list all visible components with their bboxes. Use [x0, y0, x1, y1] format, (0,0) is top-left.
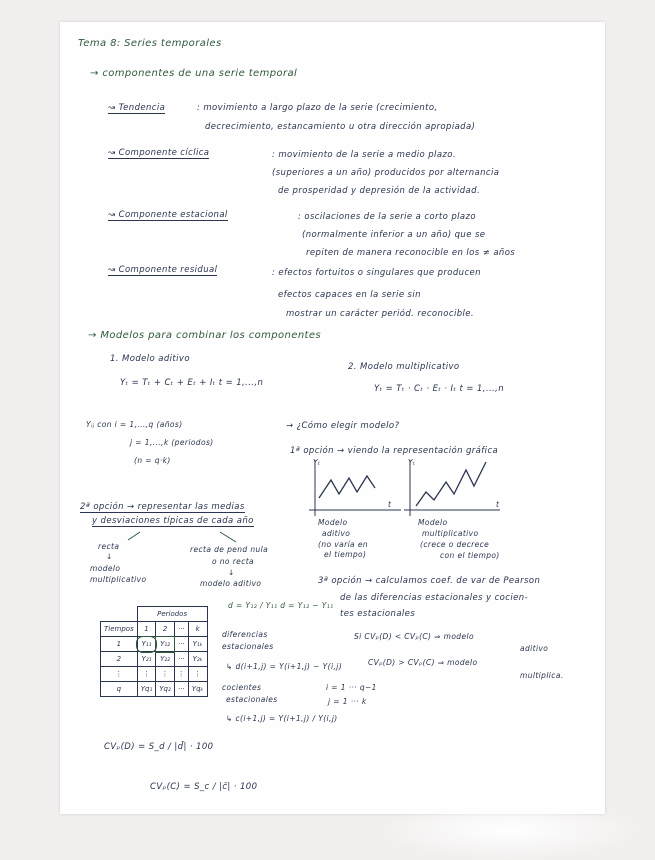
condicion-1-result: aditivo: [520, 644, 549, 653]
recta-pend-2: o no recta: [212, 557, 255, 566]
graph-multiplicativo-xlabel: t: [496, 500, 500, 509]
estacional-text-1: : oscilaciones de la serie a corto plazo: [298, 212, 476, 222]
diferencias-formula: ↳ d(i+1,j) = Y(i+1,j) − Y(i,j): [226, 662, 343, 671]
formula-aditivo: Yₜ = Tₜ + Cₜ + Eₜ + Iₜ t = 1,...,n: [120, 378, 264, 388]
table-row: [101, 682, 208, 697]
table-cell: ⋮: [101, 667, 138, 682]
table-cell-highlight: Y₁₁: [137, 637, 156, 652]
table-cell: Yq₂: [156, 682, 175, 697]
opcion-3-line-3: tes estacionales: [340, 609, 416, 619]
ciclica-label: [108, 148, 209, 158]
table-cell: ···: [174, 682, 188, 697]
table-cell: Yqₖ: [188, 682, 207, 697]
recta-pend-1: recta de pend nula: [190, 545, 269, 554]
table-col-header: 1: [137, 622, 156, 637]
opcion-2-line-1: [80, 502, 245, 512]
graph-aditivo-caption-3: (no varía en: [318, 540, 369, 549]
table-cell: 1: [101, 637, 138, 652]
opcion-2-line-1-text: 2ª opción → representar las medias: [80, 502, 245, 512]
arrow-right: [220, 532, 236, 542]
table-row: [101, 667, 208, 682]
graph-aditivo-ylabel: Yₜ: [313, 458, 321, 467]
condicion-2: CVₚ(D) > CVₚ(C) ⇒ modelo: [368, 658, 478, 667]
graph-aditivo-xlabel: t: [388, 500, 392, 509]
ciclica-text-1: : movimiento de la serie a medio plazo.: [272, 150, 456, 160]
heading-como-elegir: → ¿Cómo elegir modelo?: [286, 421, 400, 431]
modelo-aditivo-title: 1. Modelo aditivo: [110, 354, 190, 364]
graph-aditivo-series: [319, 476, 375, 498]
tendencia-text-1: : movimiento a largo plazo de la serie (crecimiento,: [197, 103, 438, 113]
residual-text-1: : efectos fortuitos o singulares que producen: [272, 268, 481, 278]
graph-multiplicativo-caption-1: Modelo: [418, 518, 448, 527]
table-cols-row: [101, 622, 208, 637]
table-row: [101, 652, 208, 667]
table-col-header: k: [188, 622, 207, 637]
yij-line-3: (n = q·k): [134, 456, 171, 465]
tendencia-label: [108, 103, 165, 113]
recta-modelo-2: multiplicativo: [90, 575, 147, 584]
graph-multiplicativo-caption-4: con el tiempo): [440, 551, 500, 560]
graph-multiplicativo-ylabel: Yₜ: [408, 458, 416, 467]
table-cell: q: [101, 682, 138, 697]
diferencias-label-2: estacionales: [222, 642, 274, 651]
table-cell: ⋮: [137, 667, 156, 682]
cv-c-formula: CVₚ(C) = S_c / |c̄| · 100: [150, 782, 258, 792]
residual-text-2: efectos capaces en la serie sin: [278, 290, 421, 300]
cocientes-label-1: cocientes: [222, 683, 262, 692]
cocientes-label-2: estacionales: [226, 695, 278, 704]
cocientes-formula: ↳ c(i+1,j) = Y(i+1,j) / Y(i,j): [226, 714, 338, 723]
table-cell: Y₂₁: [137, 652, 156, 667]
ciclica-text-3: de prosperidad y depresión de la actividad.: [278, 186, 481, 196]
recta-label: recta: [98, 542, 120, 551]
table-header-periodos: Periodos: [137, 607, 207, 622]
graph-multiplicativo-caption-3: (crece o decrece: [420, 540, 490, 549]
estacional-text-2: (normalmente inferior a un año) que se: [302, 230, 486, 240]
table-cell-highlight: Y₁₂: [156, 637, 175, 652]
indices-2: j = 1 ··· k: [328, 697, 367, 706]
condicion-2-result: multiplica.: [520, 671, 564, 680]
table-cell: Y₁ₖ: [188, 637, 207, 652]
graph-multiplicativo: [400, 458, 510, 520]
table-header-row: [101, 607, 208, 622]
formula-multiplicativo: Yₜ = Tₜ · Cₜ · Eₜ · Iₜ t = 1,...,n: [374, 384, 505, 394]
estacional-label-text: ↝ Componente estacional: [108, 210, 228, 220]
heading-modelos: → Modelos para combinar los componentes: [88, 330, 322, 341]
tendencia-label-text: ↝ Tendencia: [108, 103, 166, 113]
opcion-1: 1ª opción → viendo la representación gráfica: [290, 446, 499, 456]
recta-pend-3: modelo aditivo: [200, 579, 262, 588]
opcion-3-line-2: de las diferencias estacionales y cocien-: [340, 593, 528, 603]
recta-arrow: ↓: [106, 552, 113, 561]
table-cell: ⋮: [156, 667, 175, 682]
opcion-2-line-2: [92, 516, 254, 526]
heading-componentes: → componentes de una serie temporal: [90, 68, 298, 79]
indices-1: i = 1 ··· q−1: [326, 683, 377, 692]
opcion-2-line-2-text: y desviaciones típicas de cada año: [92, 516, 254, 526]
table-col-header: 2: [156, 622, 175, 637]
graph-multiplicativo-series: [416, 462, 486, 506]
residual-label-text: ↝ Componente residual: [108, 265, 218, 275]
condicion-1: Si CVₚ(D) < CVₚ(C) ⇒ modelo: [354, 632, 474, 641]
table-corner: [101, 607, 138, 622]
table-cell: 2: [101, 652, 138, 667]
ciclica-text-2: (superiores a un año) producidos por alternancia: [272, 168, 500, 178]
table-cell: Yq₁: [137, 682, 156, 697]
diferencias-label-1: diferencias: [222, 630, 268, 639]
table-header-tiempos: Tiempos: [101, 622, 138, 637]
graph-aditivo-caption-4: el tiempo): [324, 550, 367, 559]
residual-text-3: mostrar un carácter periód. reconocible.: [286, 309, 475, 319]
table-row: [101, 637, 208, 652]
table-cell: Y₂ₖ: [188, 652, 207, 667]
recta-modelo-1: modelo: [90, 564, 121, 573]
table-cell: ···: [174, 637, 188, 652]
graph-aditivo: [305, 458, 405, 520]
opcion-3-line-1: 3ª opción → calculamos coef. de var de Pearson: [318, 576, 541, 586]
recta-pend-arrow: ↓: [228, 568, 235, 577]
d-formula: d = Y₁₂ / Y₁₁ d = Y₁₂ − Y₁₁: [228, 601, 334, 610]
cv-d-formula: CVₚ(D) = S_d / |d̄| · 100: [104, 742, 214, 752]
estacional-text-3: repiten de manera reconocible en los ≠ años: [306, 248, 516, 258]
page-title: Tema 8: Series temporales: [78, 38, 222, 49]
tendencia-text-2: decrecimiento, estancamiento u otra dirección apropiada): [205, 122, 476, 132]
yij-line-1: Yᵢⱼ con i = 1,...,q (años): [86, 420, 183, 429]
graph-aditivo-caption-2: aditivo: [322, 529, 351, 538]
table-cell: ⋮: [188, 667, 207, 682]
table-col-header: ···: [174, 622, 188, 637]
yij-line-2: j = 1,...,k (periodos): [130, 438, 214, 447]
graph-aditivo-caption-1: Modelo: [318, 518, 348, 527]
arrow-left: [128, 532, 140, 540]
residual-label: [108, 265, 217, 275]
graph-multiplicativo-caption-2: multiplicativo: [422, 529, 479, 538]
table-cell: Y₂₂: [156, 652, 175, 667]
modelo-multiplicativo-title: 2. Modelo multiplicativo: [348, 362, 460, 372]
data-table: [100, 606, 208, 697]
table-cell: ···: [174, 652, 188, 667]
table-cell: ⋮: [174, 667, 188, 682]
ciclica-label-text: ↝ Componente cíclica: [108, 148, 210, 158]
estacional-label: [108, 210, 228, 220]
light-reflection: [380, 800, 640, 860]
